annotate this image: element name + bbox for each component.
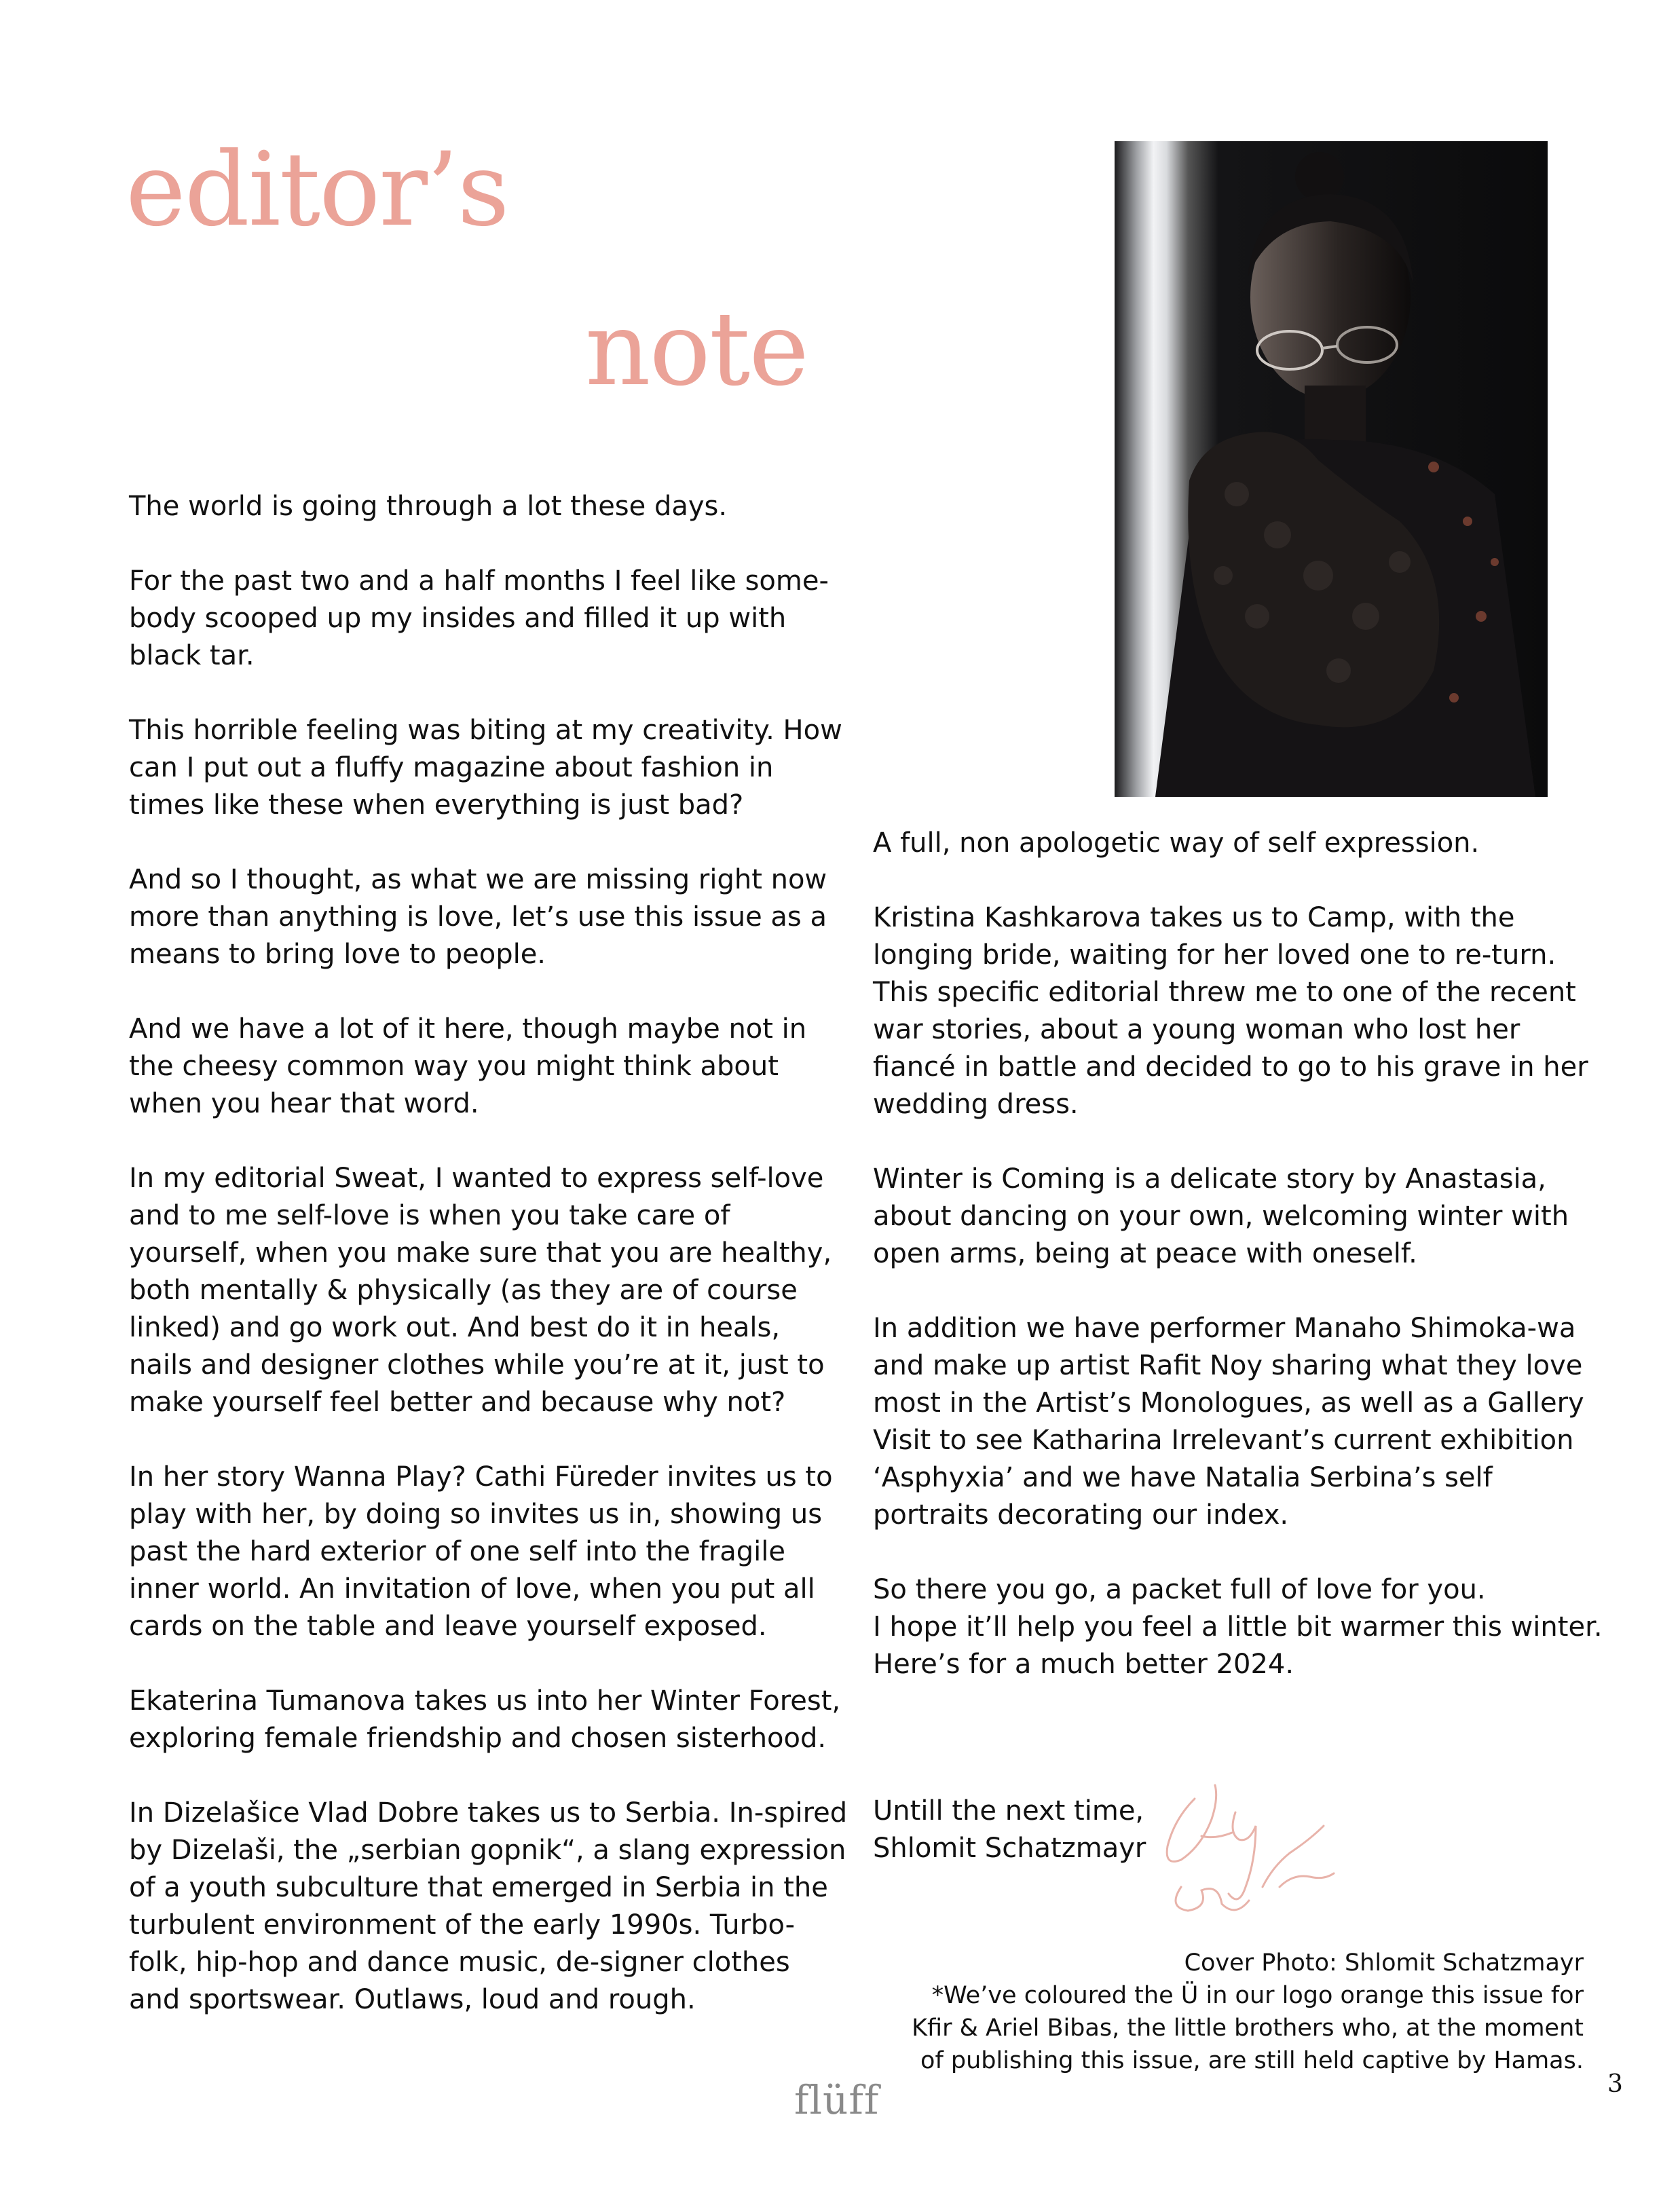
paragraph: Ekaterina Tumanova takes us into her Winter Forest, exploring female friendship and chosen sisterhood. xyxy=(129,1685,841,1754)
paragraph: Kristina Kashkarova takes us to Camp, with the longing bride, waiting for her loved one to re-turn. This specific editorial threw me to one of the recent war stories, about a young woman who lost her fiancé in battle and decided to go to his grave in her wedding dress. xyxy=(873,902,1588,1120)
paragraph: And we have a lot of it here, though maybe not in the cheesy common way you might think about when you hear that word. xyxy=(129,1013,807,1119)
paragraph: In Dizelašice Vlad Dobre takes us to Serbia. In-spired by Dizelaši, the „serbian gopnik“, a slang expression of a youth subculture that emerged in Serbia in the turbulent environment of the early 1990s. Turbo-folk, hip-hop and dance music, de-signer clothes and sportswear. Outlaws, loud and rough. xyxy=(129,1797,848,2015)
paragraph: In addition we have performer Manaho Shimoka-wa and make up artist Rafit Noy sharing what they love most in the Artist’s Monologues, as well as a Gallery Visit to see Katharina Irrelevant’s current exhibition ‘Asphyxia’ and we have Natalia Serbina’s self portraits decorating our index. xyxy=(873,1313,1584,1531)
signoff-line: Untill the next time, xyxy=(873,1795,1144,1827)
signoff-name: Shlomit Schatzmayr xyxy=(873,1833,1146,1864)
cover-credit-footnote xyxy=(769,1947,1584,2077)
footnote-line: Kfir & Ariel Bibas, the little brothers who, at the moment xyxy=(912,2015,1584,2042)
paragraph: And so I thought, as what we are missing right now more than anything is love, let’s use this issue as a means to bring love to people. xyxy=(129,864,827,970)
left-column-text xyxy=(129,488,848,2056)
heading-note: note xyxy=(585,291,808,409)
signoff xyxy=(873,1793,1146,1867)
footnote-line: *We’ve coloured the Ü in our logo orange this issue for xyxy=(931,1982,1584,2009)
right-column-text xyxy=(873,825,1606,1721)
paragraph: In her story Wanna Play? Cathi Füreder invites us to play with her, by doing so invites us in, showing us past the hard exterior of one self into the fragile inner world. An invitation of love, when you put all cards on the table and leave yourself exposed. xyxy=(129,1461,833,1642)
editor-portrait-photo xyxy=(1115,141,1548,797)
paragraph: A full, non apologetic way of self expression. xyxy=(873,827,1480,859)
footnote-line: of publishing this issue, are still held captive by Hamas. xyxy=(920,2047,1584,2074)
cover-photo-credit: Cover Photo: Shlomit Schatzmayr xyxy=(1184,1949,1584,1977)
closing-line: I hope it’ll help you feel a little bit warmer this winter. xyxy=(873,1611,1603,1643)
paragraph: The world is going through a lot these days. xyxy=(129,491,728,522)
paragraph: For the past two and a half months I feel like some-body scooped up my insides and filled it up with black tar. xyxy=(129,565,829,671)
closing-line: So there you go, a packet full of love for you. xyxy=(873,1574,1486,1605)
paragraph: This horrible feeling was biting at my creativity. How can I put out a fluffy magazine about fashion in times like these when everything is just bad? xyxy=(129,715,842,821)
paragraph: Winter is Coming is a delicate story by Anastasia, about dancing on your own, welcoming winter with open arms, being at peace with oneself. xyxy=(873,1163,1569,1269)
handwritten-signature xyxy=(1154,1772,1351,1934)
magazine-logo: flüff xyxy=(794,2077,880,2123)
heading-editors: editor’s xyxy=(126,131,508,249)
paragraph: In my editorial Sweat, I wanted to express self-love and to me self-love is when you take care of yourself, when you make sure that you are healthy, both mentally & physically (as they are of course linked) and go work out. And best do it in heals, nails and designer clothes while you’re at it, just to make yourself feel better and because why not? xyxy=(129,1163,832,1418)
closing-paragraph xyxy=(873,1571,1606,1683)
closing-line: Here’s for a much better 2024. xyxy=(873,1649,1294,1680)
page-number: 3 xyxy=(1607,2070,1623,2098)
